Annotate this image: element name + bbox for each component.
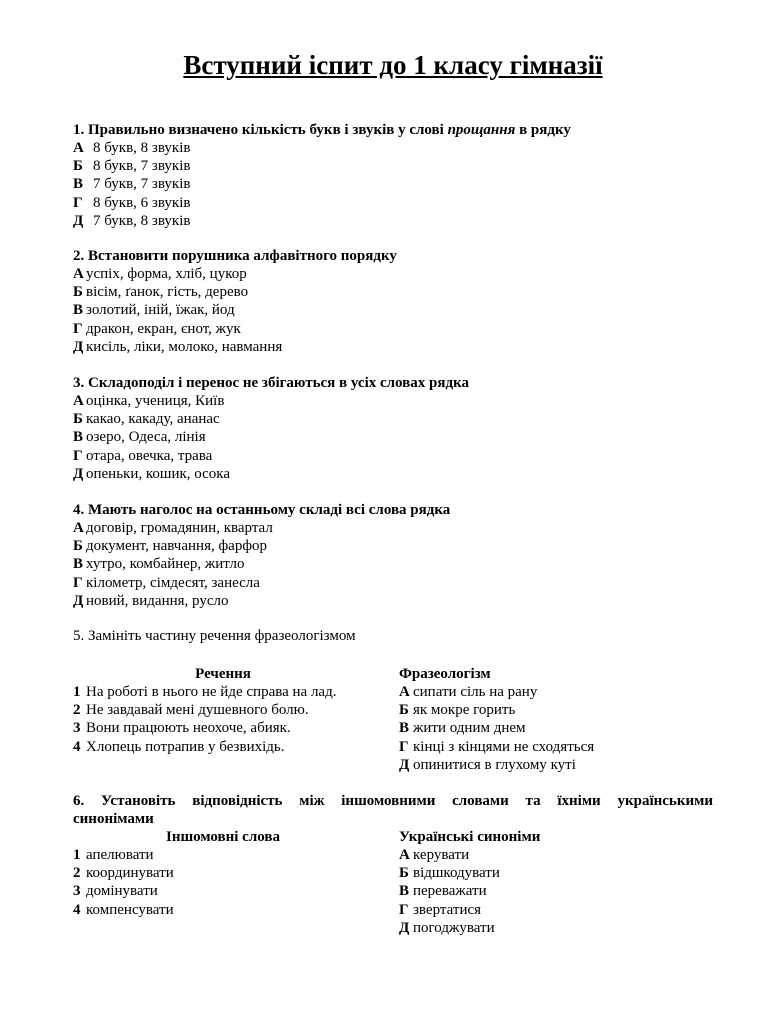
item-text: Не завдавай мені душевного болю.	[86, 702, 309, 719]
option-letter: Б	[73, 538, 83, 555]
item-text: апелювати	[86, 847, 154, 863]
item-text: сипати сіль на рану	[413, 684, 538, 700]
question-3	[73, 374, 733, 483]
item-text: звертатися	[413, 901, 482, 918]
option-text: оцінка, учениця, Київ	[86, 393, 225, 409]
match-item	[399, 919, 729, 937]
option-text: отара, овечка, трава	[86, 447, 213, 464]
match-item	[73, 683, 373, 701]
question-4	[73, 501, 733, 610]
option-letter: Г	[73, 574, 83, 591]
item-number: 3	[73, 883, 81, 900]
option-letter: В	[73, 176, 84, 193]
item-text: переважати	[413, 883, 487, 900]
question-1-heading	[73, 121, 733, 139]
option-letter: А	[73, 520, 84, 536]
column-header: Фразеологізм	[399, 666, 491, 682]
item-letter: В	[399, 883, 410, 900]
question-1-prefix: Правильно визначено кількість букв і звуків у слові	[88, 122, 444, 138]
option-letter: Д	[73, 465, 84, 482]
match-item	[399, 719, 729, 737]
match-item	[399, 756, 729, 774]
question-6-heading-line-1: 6. Установіть відповідність між іншомовними словами та їхніми українськими	[73, 793, 713, 809]
match-item	[399, 901, 729, 919]
option-letter: Д	[73, 212, 84, 229]
question-2	[73, 247, 733, 356]
answer-option	[73, 175, 733, 193]
item-number: 1	[73, 847, 81, 863]
answer-option	[73, 157, 733, 175]
question-5-heading: 5. Замініть частину речення фразеологізмом	[73, 628, 356, 644]
option-text: 8 букв, 8 звуків	[93, 140, 191, 156]
item-text: жити одним днем	[413, 720, 526, 737]
page-title: Вступний іспит до 1 класу гімназії	[183, 50, 603, 80]
item-letter: Г	[399, 738, 409, 755]
option-text: 7 букв, 8 звуків	[93, 212, 191, 229]
option-text: 8 букв, 7 звуків	[93, 158, 191, 175]
item-text: Вони працюють неохоче, абияк.	[86, 720, 291, 737]
question-6-right-column	[399, 828, 729, 937]
option-letter: Б	[73, 411, 83, 428]
option-letter: В	[73, 556, 84, 573]
item-number: 2	[73, 702, 81, 719]
answer-option	[73, 265, 733, 283]
option-letter: В	[73, 429, 84, 446]
question-1	[73, 121, 733, 230]
question-5-right-column	[399, 665, 729, 774]
option-text: успіх, форма, хліб, цукор	[86, 266, 247, 282]
option-text: договір, громадянин, квартал	[86, 520, 273, 536]
answer-option	[73, 555, 733, 573]
option-text: вісім, ґанок, гість, дерево	[86, 284, 249, 301]
item-letter: Г	[399, 901, 409, 918]
option-text: 8 букв, 6 звуків	[93, 194, 191, 211]
item-letter: В	[399, 720, 410, 737]
answer-option	[73, 574, 733, 592]
item-letter: Д	[399, 919, 410, 936]
option-text: документ, навчання, фарфор	[86, 538, 268, 555]
option-letter: Б	[73, 284, 83, 301]
option-text: новий, видання, русло	[86, 592, 229, 609]
item-letter: А	[399, 847, 410, 863]
option-text: хутро, комбайнер, житло	[86, 556, 245, 573]
option-letter: В	[73, 302, 84, 319]
option-letter: Г	[73, 194, 83, 211]
item-text: домінувати	[86, 883, 158, 900]
option-letter: А	[73, 393, 84, 409]
item-text: Хлопець потрапив у безвихідь.	[86, 738, 285, 755]
item-number: 1	[73, 684, 81, 700]
match-item	[399, 882, 729, 900]
match-item	[73, 901, 373, 919]
option-letter: Д	[73, 338, 84, 355]
question-6-heading-line-2: синонімами	[73, 811, 154, 827]
match-item	[73, 882, 373, 900]
item-text: кінці з кінцями не сходяться	[413, 738, 595, 755]
item-text: керувати	[413, 847, 470, 863]
item-letter: Б	[399, 702, 409, 719]
answer-option	[73, 194, 733, 212]
question-6-heading	[73, 792, 713, 828]
question-1-word: прощання	[447, 122, 516, 138]
item-letter: А	[399, 684, 410, 700]
item-text: як мокре горить	[413, 702, 516, 719]
question-5-matching	[73, 665, 733, 780]
column-header: Речення	[195, 666, 251, 682]
option-letter: Д	[73, 592, 84, 609]
answer-option	[73, 537, 733, 555]
option-text: 7 букв, 7 звуків	[93, 176, 191, 193]
answer-option	[73, 592, 733, 610]
item-text: опинитися в глухому куті	[413, 756, 576, 773]
option-text: опеньки, кошик, осока	[86, 465, 231, 482]
option-letter: А	[73, 140, 84, 156]
answer-option	[73, 428, 733, 446]
match-item	[73, 846, 373, 864]
answer-option	[73, 338, 733, 356]
match-item	[399, 864, 729, 882]
question-1-suffix: в рядку	[519, 122, 571, 138]
answer-option	[73, 212, 733, 230]
item-text: відшкодувати	[413, 865, 500, 882]
item-number: 4	[73, 738, 81, 755]
item-number: 3	[73, 720, 81, 737]
column-header: Українські синоніми	[399, 829, 541, 845]
answer-option	[73, 410, 733, 428]
option-text: кілометр, сімдесят, занесла	[86, 574, 260, 591]
option-letter: Г	[73, 447, 83, 464]
item-text: координувати	[86, 865, 174, 882]
column-header: Іншомовні слова	[166, 829, 280, 845]
question-4-heading: 4. Мають наголос на останньому складі всі слова рядка	[73, 502, 451, 518]
answer-option	[73, 283, 733, 301]
answer-option	[73, 519, 733, 537]
item-number: 4	[73, 901, 81, 918]
item-letter: Б	[399, 865, 409, 882]
match-item	[73, 864, 373, 882]
answer-option	[73, 465, 733, 483]
question-6-left-column	[73, 828, 373, 919]
item-number: 2	[73, 865, 81, 882]
answer-option	[73, 301, 733, 319]
option-text: золотий, іній, їжак, йод	[86, 302, 235, 319]
match-item	[73, 719, 373, 737]
option-text: озеро, Одеса, лінія	[86, 429, 206, 446]
question-5-left-column	[73, 665, 373, 756]
option-text: кисіль, ліки, молоко, навмання	[86, 338, 283, 355]
answer-option	[73, 139, 733, 157]
item-letter: Д	[399, 756, 410, 773]
match-item	[399, 738, 729, 756]
match-item	[399, 701, 729, 719]
question-1-number: 1.	[73, 122, 85, 138]
question-6-matching	[73, 828, 733, 943]
item-text: погоджувати	[413, 919, 495, 936]
answer-option	[73, 392, 733, 410]
item-text: На роботі в нього не йде справа на лад.	[86, 684, 337, 700]
match-item	[73, 701, 373, 719]
match-item	[399, 846, 729, 864]
match-item	[73, 738, 373, 756]
option-text: какао, какаду, ананас	[86, 411, 220, 428]
option-text: дракон, екран, єнот, жук	[86, 320, 241, 337]
option-letter: Б	[73, 158, 83, 175]
option-letter: Г	[73, 320, 83, 337]
item-text: компенсувати	[86, 901, 174, 918]
option-letter: А	[73, 266, 84, 282]
question-3-heading: 3. Складоподіл і перенос не збігаються в усіх словах рядка	[73, 375, 469, 391]
question-2-heading: 2. Встановити порушника алфавітного порядку	[73, 248, 397, 264]
answer-option	[73, 447, 733, 465]
match-item	[399, 683, 729, 701]
answer-option	[73, 320, 733, 338]
